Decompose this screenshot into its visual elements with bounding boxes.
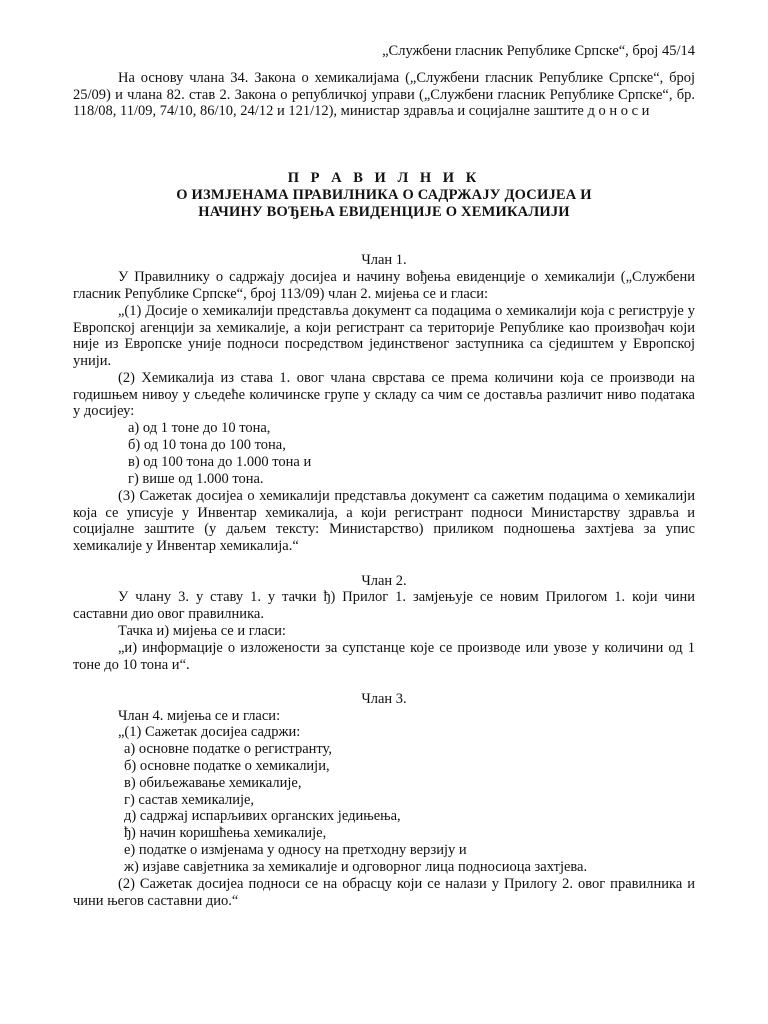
document-subtitle-line1: О ИЗМЈЕНАМА ПРАВИЛНИКА О САДРЖАЈУ ДОСИЈЕА И	[176, 187, 592, 203]
article-3-list-item: б) основне податке о хемикалији,	[124, 758, 330, 774]
article-3-list-item: а) основне податке о регистранту,	[124, 741, 332, 757]
document-subtitle-line2: НАЧИНУ ВОЂЕЊА ЕВИДЕНЦИЈЕ О ХЕМИКАЛИЈИ	[198, 204, 570, 220]
article-2-heading: Члан 2.	[361, 573, 407, 589]
preamble-paragraph: На основу члана 34. Закона о хемикалијама („Службени гласник Републике Српске“, број 25/09) и члана 82. став 2. Закона о републичкој управи („Службени гласник Републике Српске“, бр. 118/08, 11/09, 74/10, 86/10, 24/12 и 121/12), министар здравља и социјалне заштите д о н о с и	[73, 70, 695, 119]
article-2-paragraph-3: „и) информације о изложености за супстанце које се производе или увозе у количини од 1 тоне до 10 тона и“.	[73, 640, 695, 673]
article-2-paragraph-2: Тачка и) мијења се и гласи:	[118, 623, 286, 639]
article-1-list-item: г) више од 1.000 тона.	[128, 471, 264, 487]
gazette-header: „Службени гласник Републике Српске“, број 45/14	[382, 43, 695, 59]
article-1-paragraph-3: (2) Хемикалија из става 1. овог члана сврстава се према количини која се производи на годишњем нивоу у сљедеће количинске групе у складу са чим се доставља различит ниво података у досијеу:	[73, 370, 695, 419]
article-1-list-item: а) од 1 тоне до 10 тона,	[128, 420, 271, 436]
article-3-heading: Члан 3.	[361, 691, 407, 707]
article-3-paragraph-3: (2) Сажетак досијеа подноси се на обрасцу који се налази у Прилогу 2. овог правилника и чини његов саставни дио.“	[73, 876, 695, 909]
document-title: П Р А В И Л Н И К	[287, 170, 481, 186]
article-2-paragraph-1: У члану 3. у ставу 1. у тачки ђ) Прилог 1. замјењује се новим Прилогом 1. који чини саставни дио овог правилника.	[73, 589, 695, 622]
article-1-paragraph-4: (3) Сажетак досијеа о хемикалији представља документ са сажетим подацима о хемикалији која се уписује у Инвентар хемикалија, а који регистрант подноси Министарству здравља и социјалне заштите (у даљем тексту: Министарство) приликом подношења захтјева за упис хемикалије у Инвентар хемикалија.“	[73, 488, 695, 554]
article-3-list-item: д) садржај испарљивих органских једињења,	[124, 808, 401, 824]
article-3-paragraph-2: „(1) Сажетак досијеа садржи:	[118, 724, 301, 740]
article-3-paragraph-1: Члан 4. мијења се и гласи:	[118, 708, 281, 724]
article-1-heading: Члан 1.	[361, 252, 407, 268]
article-1-list-item: в) од 100 тона до 1.000 тона и	[128, 454, 312, 470]
article-3-list-item: е) податке о измјенама у односу на претходну верзију и	[124, 842, 467, 858]
article-3-list-item: ђ) начин коришћења хемикалије,	[124, 825, 327, 841]
article-1-paragraph-1: У Правилнику о садржају досијеа и начину вођења евиденције о хемикалији („Службени гласник Републике Српске“, број 113/09) члан 2. мијења се и гласи:	[73, 269, 695, 302]
article-3-list-item: ж) изјаве савјетника за хемикалије и одговорног лица подносиоца захтјева.	[124, 859, 588, 875]
article-3-list-item: г) састав хемикалије,	[124, 792, 255, 808]
article-3-list-item: в) обиљежавање хемикалије,	[124, 775, 302, 791]
article-1-list-item: б) од 10 тона до 100 тона,	[128, 437, 286, 453]
article-1-paragraph-2: „(1) Досије о хемикалији представља документ са подацима о хемикалији која с региструје у Европској агенцији за хемикалије, а који регистрант са територије Републике као произвођач који није из Европске уније подноси посредством јединственог заступника са сједиштем у Европској унији.	[73, 303, 695, 369]
